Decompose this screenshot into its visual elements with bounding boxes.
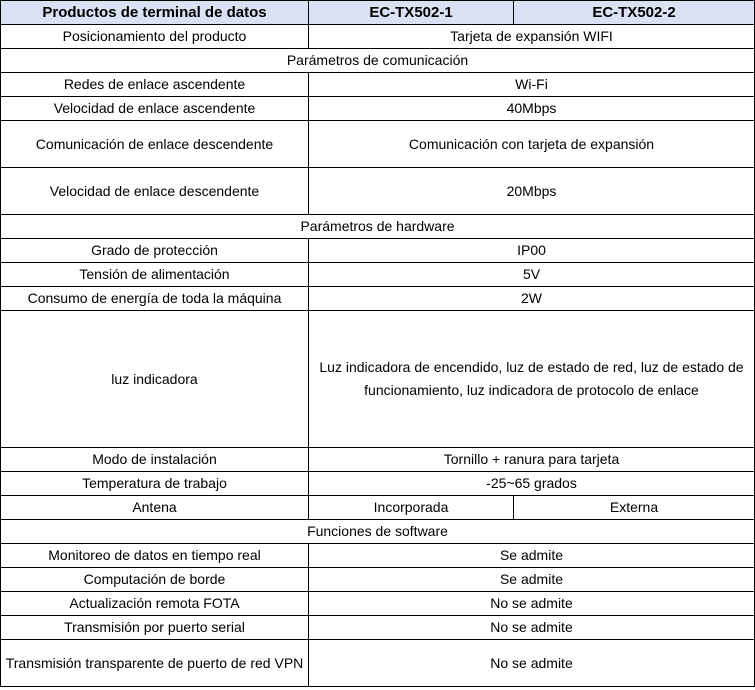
row-value-model-2: Externa	[514, 496, 755, 520]
row-label: Modo de instalación	[1, 448, 309, 472]
row-value: 20Mbps	[309, 168, 755, 215]
table-row	[1, 640, 755, 687]
row-value: Se admite	[309, 568, 755, 592]
header-model-2: EC-TX502-2	[514, 1, 755, 25]
table-row	[1, 121, 755, 168]
row-value-model-1: Incorporada	[309, 496, 514, 520]
row-label: Comunicación de enlace descendente	[1, 121, 309, 168]
section-row	[1, 215, 755, 239]
row-value: Tarjeta de expansión WIFI	[309, 25, 755, 49]
row-value: Se admite	[309, 544, 755, 568]
row-value: Comunicación con tarjeta de expansión	[309, 121, 755, 168]
row-label: Tensión de alimentación	[1, 263, 309, 287]
row-value: IP00	[309, 239, 755, 263]
row-label: Computación de borde	[1, 568, 309, 592]
row-label: Transmisión por puerto serial	[1, 616, 309, 640]
header-product-type: Productos de terminal de datos	[1, 1, 309, 25]
row-label: luz indicadora	[1, 311, 309, 448]
table-row	[1, 168, 755, 215]
row-value: No se admite	[309, 616, 755, 640]
row-label: Grado de protección	[1, 239, 309, 263]
header-model-1: EC-TX502-1	[309, 1, 514, 25]
table-row	[1, 311, 755, 448]
section-title-software: Funciones de software	[1, 520, 755, 544]
row-label: Redes de enlace ascendente	[1, 73, 309, 97]
row-label: Temperatura de trabajo	[1, 472, 309, 496]
section-row	[1, 520, 755, 544]
table-row	[1, 97, 755, 121]
row-value: Tornillo + ranura para tarjeta	[309, 448, 755, 472]
table-row	[1, 287, 755, 311]
table-row	[1, 544, 755, 568]
table-row	[1, 263, 755, 287]
row-label: Velocidad de enlace descendente	[1, 168, 309, 215]
header-row	[1, 1, 755, 25]
section-title-hardware: Parámetros de hardware	[1, 215, 755, 239]
row-label: Velocidad de enlace ascendente	[1, 97, 309, 121]
section-row	[1, 49, 755, 73]
row-label: Posicionamiento del producto	[1, 25, 309, 49]
table-row	[1, 25, 755, 49]
row-label: Actualización remota FOTA	[1, 592, 309, 616]
row-value: -25~65 grados	[309, 472, 755, 496]
section-title-comunicacion: Parámetros de comunicación	[1, 49, 755, 73]
row-value: No se admite	[309, 640, 755, 687]
row-value: 40Mbps	[309, 97, 755, 121]
table-row	[1, 73, 755, 97]
table-row	[1, 592, 755, 616]
row-value: No se admite	[309, 592, 755, 616]
row-label: Transmisión transparente de puerto de red VPN	[1, 640, 309, 687]
row-label: Antena	[1, 496, 309, 520]
row-label: Monitoreo de datos en tiempo real	[1, 544, 309, 568]
row-value: 2W	[309, 287, 755, 311]
table-row	[1, 616, 755, 640]
table-row	[1, 568, 755, 592]
table-row	[1, 472, 755, 496]
row-value: Wi-Fi	[309, 73, 755, 97]
table-row	[1, 239, 755, 263]
row-label: Consumo de energía de toda la máquina	[1, 287, 309, 311]
row-value: 5V	[309, 263, 755, 287]
table-row	[1, 448, 755, 472]
row-value: Luz indicadora de encendido, luz de estado de red, luz de estado de funcionamiento, luz indicadora de protocolo de enlace	[309, 311, 755, 448]
table-row	[1, 496, 755, 520]
